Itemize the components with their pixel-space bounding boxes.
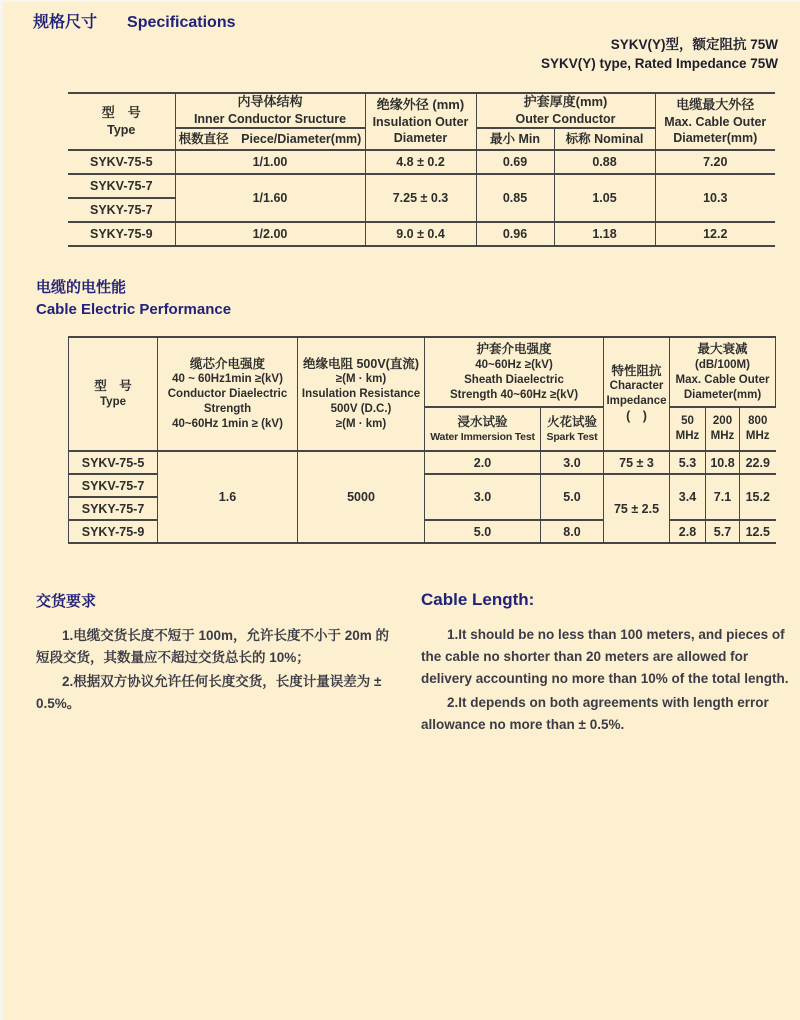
spec-header-inner-zh: 内导体结构 (237, 93, 303, 109)
spec-header-insulation-en2: Diameter (393, 130, 448, 145)
bottom-sections (36, 590, 800, 735)
perf-header-sheath-l1: 护套介电强度 (476, 342, 552, 357)
spec-row (68, 222, 775, 246)
perf-header-200-unit: MHz (710, 430, 735, 443)
spec-row0-inner: 1/1.00 (175, 150, 365, 174)
spec-row0-max: 7.20 (655, 150, 775, 174)
spec-row3-inner: 1/2.00 (175, 222, 365, 246)
perf-row3-spark: 8.0 (541, 520, 604, 543)
cable-length-paragraph-2: 2.It depends on both agreements with length error allowance no more than ± 0.5%. (421, 695, 769, 732)
cable-length-section (421, 590, 793, 735)
perf-row12-water: 3.0 (425, 474, 541, 520)
spec-row3-min: 0.96 (476, 222, 554, 246)
spec-header-max-en2: Diameter(mm) (673, 130, 758, 145)
spec-row3-insulation: 9.0 ± 0.4 (365, 222, 476, 246)
perf-header-50: 50 (681, 415, 694, 428)
perf-row3-water: 5.0 (425, 520, 541, 543)
spec-header-sheath-en: Outer Conductor (515, 111, 616, 126)
perf-header-atten-l4: Diameter(mm) (683, 388, 762, 401)
spec-row (68, 174, 775, 198)
performance-heading (36, 277, 800, 321)
spec-header-inner-conductor (175, 93, 365, 128)
perf-row0-impedance: 75 ± 3 (604, 451, 670, 474)
perf-header-impedance-l4: ( ) (626, 409, 647, 424)
perf-header-200: 200 (712, 415, 733, 428)
spec-row12-min: 0.85 (476, 174, 554, 222)
perf-row1-type: SYKV-75-7 (69, 474, 158, 497)
perf-row0-a50: 5.3 (670, 451, 706, 474)
perf-header-atten-l3: Max. Cable Outer (675, 373, 770, 386)
perf-header-resistance-l3: Insulation Resistance (301, 388, 421, 401)
perf-header-attenuation (670, 337, 776, 407)
perf-header-strength-l4: Strength (203, 403, 252, 416)
perf-row0-a800: 22.9 (740, 451, 776, 474)
perf-header-50mhz (670, 407, 706, 451)
spec-header-insulation (365, 93, 476, 150)
perf-header-sheath-l2: 40~60Hz ≥(kV) (475, 358, 553, 371)
perf-header-resistance-l2: ≥(M · km) (335, 373, 387, 386)
perf-header-resistance-l1: 绝缘电阻 500V(直流) (303, 356, 419, 371)
delivery-section (36, 590, 394, 735)
perf-header-water-en: Water Immersion Test (430, 430, 535, 443)
spec-row1-type: SYKV-75-7 (68, 174, 175, 198)
specifications-heading-en: Specifications (127, 14, 236, 31)
perf-header-atten-l2: (dB/100M) (695, 358, 750, 371)
perf-row3-type: SYKY-75-9 (69, 520, 158, 543)
model-info (3, 36, 778, 74)
perf-row0-a200: 10.8 (706, 451, 740, 474)
spec-row0-type: SYKV-75-5 (68, 150, 175, 174)
perf-header-strength-l1: 缆芯介电强度 (189, 356, 265, 371)
spec-header-min: 最小 Min (476, 128, 554, 150)
spec-header-inner-en: Inner Conductor Sructure (193, 111, 347, 126)
model-line-en: SYKV(Y) type, Rated Impedance 75W (540, 55, 778, 71)
perf-row3-a50: 2.8 (670, 520, 706, 543)
perf-row2-type: SYKY-75-7 (69, 497, 158, 520)
specifications-heading (33, 9, 800, 32)
perf-header-strength-l2: 40 ~ 60Hz1min ≥(kV) (172, 373, 283, 386)
spec-header-max-en1: Max. Cable Outer (664, 114, 767, 129)
cable-length-title: Cable Length: (421, 590, 535, 610)
perf-header-sheath-l4: Strength 40~60Hz ≥(kV) (449, 388, 579, 401)
perf-header-strength (158, 337, 298, 451)
spec-row12-inner: 1/1.60 (175, 174, 365, 222)
perf-row0-spark: 3.0 (541, 451, 604, 474)
perf-row12-a50: 3.4 (670, 474, 706, 520)
performance-heading-en: Cable Electric Performance (36, 300, 232, 318)
perf-header-800-unit: MHz (745, 430, 770, 443)
perf-header-800mhz (740, 407, 776, 451)
perf-row3-a800: 12.5 (740, 520, 776, 543)
perf-header-spark-zh: 火花试验 (546, 415, 597, 430)
spec-row3-max: 12.2 (655, 222, 775, 246)
spec-header-type-en: Type (107, 122, 136, 137)
perf-header-800: 800 (748, 415, 768, 428)
spec-header-sheath-zh: 护套厚度(mm) (523, 93, 608, 109)
perf-header-50-unit: MHz (675, 430, 700, 443)
spec-header-insulation-zh: 绝缘外径 (mm) (376, 96, 465, 112)
perf-header-impedance-l3: Impedance (606, 395, 667, 408)
perf-strength-value: 1.6 (158, 451, 298, 543)
spec-header-max-diameter (655, 93, 775, 150)
perf-header-strength-l5: 40~60Hz 1min ≥ (kV) (172, 418, 283, 431)
perf-header-200mhz (706, 407, 740, 451)
perf-header-spark-en: Spark Test (546, 430, 598, 443)
spec-row0-nominal: 0.88 (554, 150, 655, 174)
perf-header-impedance (604, 337, 670, 451)
delivery-paragraph-1: 1.电缆交货长度不短于 100m，允许长度不小于 20m 的短段交货，其数量应不超过交货总长的 10%； (36, 628, 390, 666)
perf-header-sheath (425, 337, 604, 407)
spec-header-nominal: 标称 Nominal (554, 128, 655, 150)
delivery-title: 交货要求 (36, 593, 97, 611)
performance-heading-zh: 电缆的电性能 (36, 278, 127, 296)
spec-row3-type: SYKY-75-9 (68, 222, 175, 246)
performance-table (68, 336, 776, 544)
perf-row12-spark: 5.0 (541, 474, 604, 520)
perf-row (69, 451, 776, 474)
spec-header-sheath (476, 93, 655, 128)
perf-row12-a800: 15.2 (740, 474, 776, 520)
perf-header-impedance-l1: 特性阻抗 (611, 363, 662, 378)
spec-header-insulation-en1: Insulation Outer (372, 114, 469, 129)
spec-row0-min: 0.69 (476, 150, 554, 174)
perf-header-type-en: Type (100, 395, 126, 408)
specifications-heading-zh: 规格尺寸 (33, 14, 98, 31)
perf-header-type-zh: 型 号 (94, 379, 132, 394)
perf-header-resistance (298, 337, 425, 451)
perf-header-strength-l3: Conductor Diaelectric (167, 388, 288, 401)
spec-row2-type: SYKY-75-7 (68, 198, 175, 222)
spec-row12-insulation: 7.25 ± 0.3 (365, 174, 476, 222)
spec-row0-insulation: 4.8 ± 0.2 (365, 150, 476, 174)
perf-row123-impedance: 75 ± 2.5 (604, 474, 670, 543)
spec-header-max-zh: 电缆最大外径 (676, 96, 755, 112)
spec-row3-nominal: 1.18 (554, 222, 655, 246)
spec-row12-max: 10.3 (655, 174, 775, 222)
perf-header-resistance-l5: ≥(M · km) (335, 418, 387, 431)
perf-header-water-test (425, 407, 541, 451)
perf-resistance-value: 5000 (298, 451, 425, 543)
perf-row12-a200: 7.1 (706, 474, 740, 520)
spec-header-type (68, 93, 175, 150)
perf-header-type (69, 337, 158, 451)
spec-row12-nominal: 1.05 (554, 174, 655, 222)
perf-row0-water: 2.0 (425, 451, 541, 474)
model-line-zh: SYKV(Y)型，额定阻抗 75W (610, 37, 778, 52)
perf-header-sheath-l3: Sheath Diaelectric (464, 373, 564, 386)
perf-header-spark-test (541, 407, 604, 451)
perf-header-atten-l1: 最大衰减 (697, 342, 748, 357)
perf-header-resistance-l4: 500V (D.C.) (330, 403, 392, 416)
cable-length-paragraph-1: 1.It should be no less than 100 meters, and pieces of the cable no shorter than 20 meters are allowed for delivery accounting no more than 10% of the total length. (421, 627, 789, 687)
spec-header-type-zh: 型 号 (101, 104, 141, 120)
perf-header-water-zh: 浸水试验 (457, 415, 508, 430)
perf-row0-type: SYKV-75-5 (69, 451, 158, 474)
delivery-paragraph-2: 2.根据双方协议允许任何长度交货，长度计量误差为 ± 0.5%。 (36, 674, 382, 711)
perf-row3-a200: 5.7 (706, 520, 740, 543)
specifications-table (68, 92, 775, 247)
spec-row (68, 150, 775, 174)
perf-header-impedance-l2: Character (609, 380, 664, 393)
spec-header-inner-sub: 根数直径 Piece/Diameter(mm) (175, 128, 365, 150)
